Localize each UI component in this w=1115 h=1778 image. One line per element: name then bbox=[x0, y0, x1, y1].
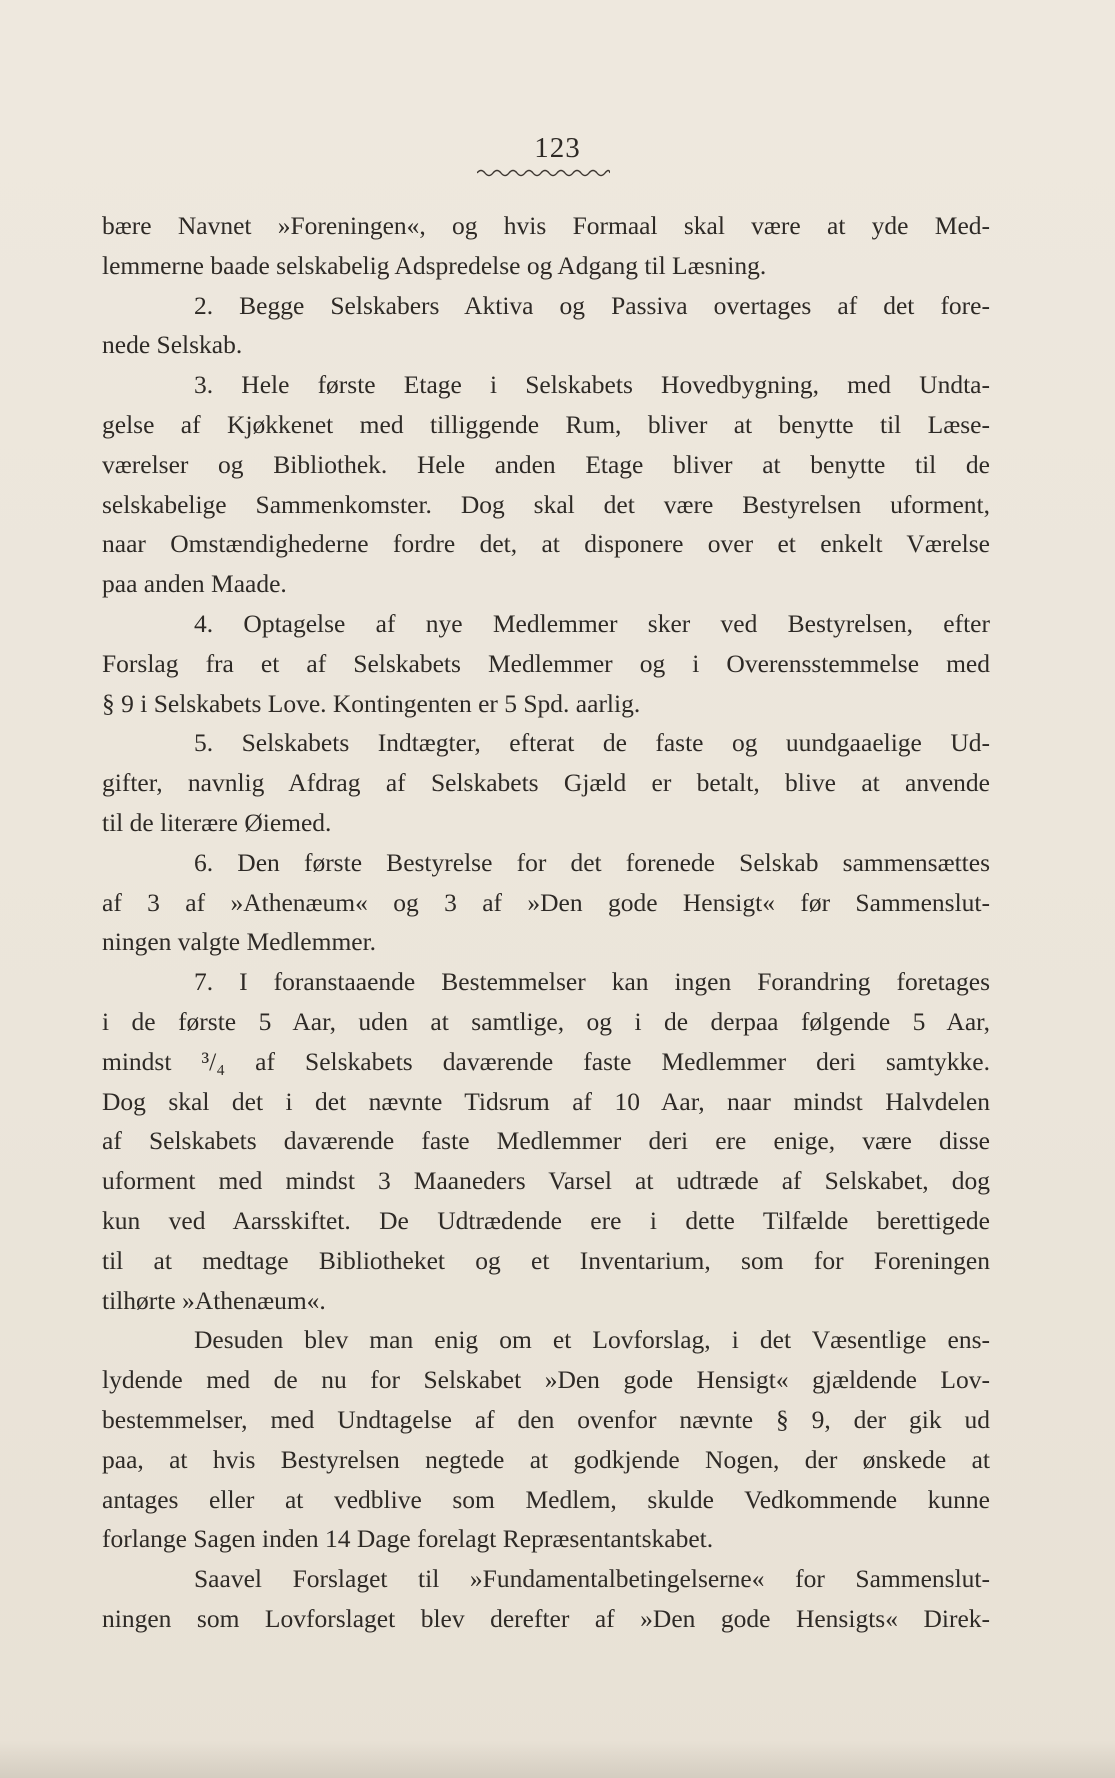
text-line: gifter, navnlig Afdrag af Selskabets Gjæld er betalt, blive at anvende bbox=[102, 768, 990, 798]
text-line: mindst ³/₄ af Selskabets daværende faste Medlemmer deri samtykke. bbox=[102, 1046, 990, 1076]
text-line: bestemmelser, med Undtagelse af den ovenfor nævnte § 9, der gik ud bbox=[102, 1404, 990, 1434]
text-line: Saavel Forslaget til »Fundamentalbetingelserne« for Sammenslut- bbox=[194, 1564, 990, 1594]
text-line: tilhørte »Athenæum«. bbox=[102, 1285, 326, 1315]
text-line: antages eller at vedblive som Medlem, skulde Vedkommende kunne bbox=[102, 1484, 990, 1514]
text-line: til de literære Øiemed. bbox=[102, 807, 332, 837]
body-text bbox=[102, 206, 990, 1639]
text-line: uforment med mindst 3 Maaneders Varsel at udtræde af Selskabet, dog bbox=[102, 1166, 990, 1196]
text-line: nede Selskab. bbox=[102, 330, 243, 360]
text-line: Forslag fra et af Selskabets Medlemmer og i Overensstemmelse med bbox=[102, 648, 990, 678]
text-line: 6. Den første Bestyrelse for det forenede Selskab sammensættes bbox=[194, 847, 990, 877]
text-line: 3. Hele første Etage i Selskabets Hovedbygning, med Undta- bbox=[194, 370, 990, 400]
text-line: lydende med de nu for Selskabet »Den gode Hensigt« gjældende Lov- bbox=[102, 1365, 990, 1395]
text-line: forlange Sagen inden 14 Dage forelagt Repræsentantskabet. bbox=[102, 1524, 714, 1554]
text-line: naar Omstændighederne fordre det, at disponere over et enkelt Værelse bbox=[102, 529, 990, 559]
text-line: paa anden Maade. bbox=[102, 569, 287, 599]
text-line: 5. Selskabets Indtægter, efterat de faste og uundgaaelige Ud- bbox=[194, 728, 990, 758]
text-line: paa, at hvis Bestyrelsen negtede at godkjende Nogen, der ønskede at bbox=[102, 1444, 990, 1474]
text-line: værelser og Bibliothek. Hele anden Etage bliver at benytte til de bbox=[102, 449, 990, 479]
text-line: 2. Begge Selskabers Aktiva og Passiva overtages af det fore- bbox=[194, 290, 990, 320]
text-line: Desuden blev man enig om et Lovforslag, i det Væsentlige ens- bbox=[194, 1325, 990, 1355]
text-line: 4. Optagelse af nye Medlemmer sker ved Bestyrelsen, efter bbox=[194, 608, 990, 638]
page-number: 123 bbox=[534, 132, 581, 164]
text-line: af Selskabets daværende faste Medlemmer deri ere enige, være disse bbox=[102, 1126, 990, 1156]
text-line: i de første 5 Aar, uden at samtlige, og i de derpaa følgende 5 Aar, bbox=[102, 1006, 990, 1036]
text-line: ningen valgte Medlemmer. bbox=[102, 927, 377, 957]
text-line: selskabelige Sammenkomster. Dog skal det være Bestyrelsen uforment, bbox=[102, 489, 990, 519]
text-line: bære Navnet »Foreningen«, og hvis Formaal skal være at yde Med- bbox=[102, 211, 990, 240]
text-line: til at medtage Bibliotheket og et Inventarium, som for Foreningen bbox=[102, 1245, 990, 1275]
text-line: 7. I foranstaaende Bestemmelser kan ingen Forandring foretages bbox=[194, 967, 990, 997]
text-line: lemmerne baade selskabelig Adspredelse og Adgang til Læsning. bbox=[102, 250, 767, 280]
text-line: kun ved Aarsskiftet. De Udtrædende ere i dette Tilfælde berettigede bbox=[102, 1205, 990, 1235]
page-bottom-edge bbox=[0, 1740, 1115, 1778]
text-line: ningen som Lovforslaget blev derefter af »Den gode Hensigts« Direk- bbox=[102, 1603, 990, 1633]
text-line: af 3 af »Athenæum« og 3 af »Den gode Hensigt« før Sammenslut- bbox=[102, 887, 990, 917]
wavy-ornament-icon bbox=[477, 166, 610, 180]
text-line: Dog skal det i det nævnte Tidsrum af 10 Aar, naar mindst Halvdelen bbox=[102, 1086, 990, 1116]
text-line: gelse af Kjøkkenet med tilliggende Rum, bliver at benytte til Læse- bbox=[102, 409, 990, 439]
text-line: § 9 i Selskabets Love. Kontingenten er 5 Spd. aarlig. bbox=[102, 688, 641, 718]
